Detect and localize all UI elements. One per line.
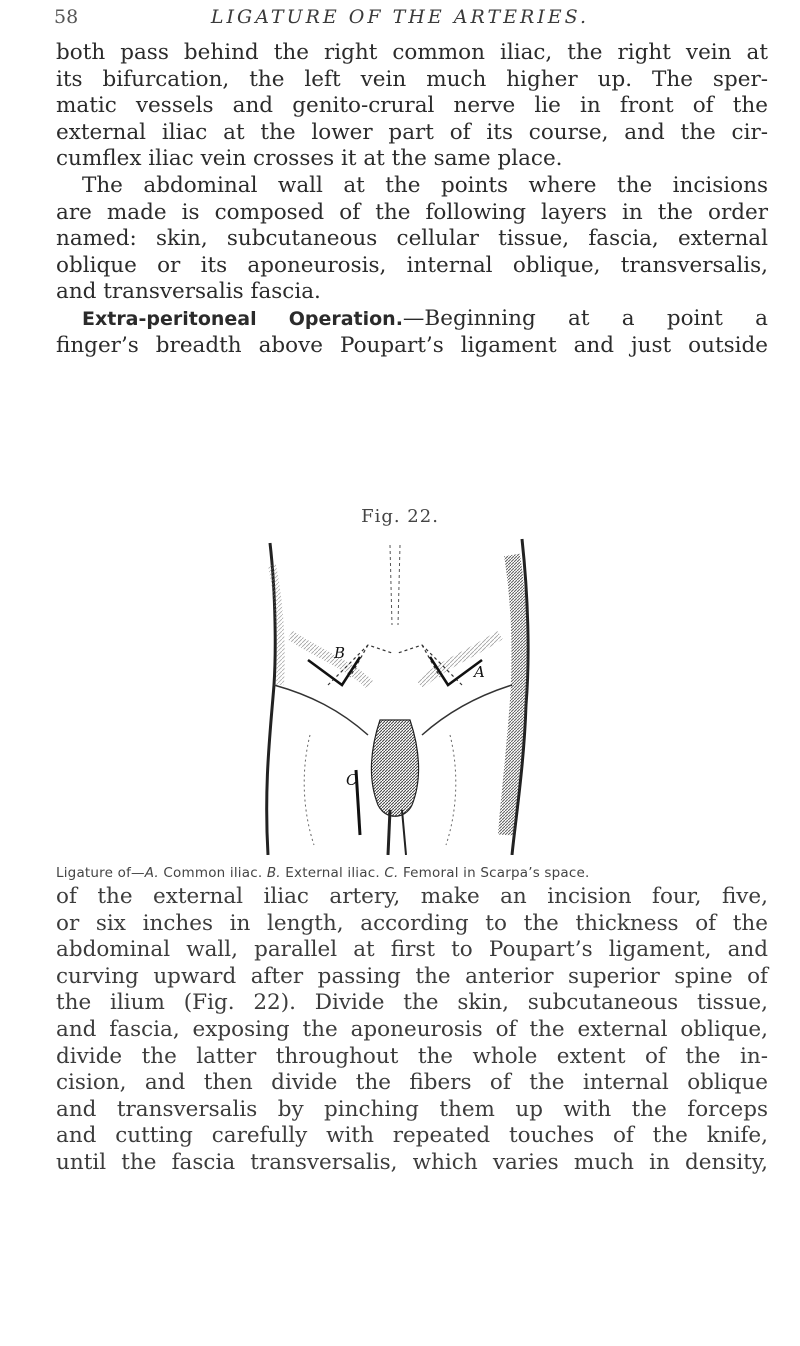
caption-c-text: Femoral in Scarpa’s space.	[398, 865, 590, 881]
text-line: divide the latter throughout the whole extent of the in-	[56, 1043, 768, 1069]
marker-a: A	[474, 663, 485, 681]
text-line: external iliac at the lower part of its course, and the cir-	[56, 119, 768, 145]
text-line: the ilium (Fig. 22). Divide the skin, subcutaneous tissue,	[56, 990, 768, 1016]
paragraph-incision	[56, 884, 768, 1177]
text-line: cision, and then divide the fibers of the internal oblique	[56, 1070, 768, 1096]
text-line: cumflex iliac vein crosses it at the same place.	[56, 146, 563, 172]
paragraph-abdominal-wall	[56, 173, 768, 306]
figure-caption	[56, 865, 768, 881]
caption-prefix: Ligature of—	[56, 865, 145, 881]
page-header	[0, 6, 800, 34]
text-line: and transversalis by pinching them up with the forceps	[56, 1096, 768, 1122]
section-heading-continuation: —Beginning at a point a	[402, 305, 769, 331]
page-number: 58	[54, 6, 79, 28]
text-line: its bifurcation, the left vein much higher up. The sper-	[56, 66, 768, 92]
caption-a-letter: A.	[144, 865, 159, 881]
text-line: and fascia, exposing the aponeurosis of the external oblique,	[56, 1016, 768, 1042]
text-line: named: skin, subcutaneous cellular tissue, fascia, external	[56, 226, 768, 252]
paragraph-operation	[56, 306, 768, 359]
paragraph-vessels	[56, 40, 768, 173]
caption-a-text: Common iliac.	[158, 865, 267, 881]
caption-b-text: External iliac.	[280, 865, 385, 881]
caption-b-letter: B.	[266, 865, 281, 881]
marker-b: B	[334, 644, 346, 662]
text-line: until the fascia transversalis, which varies much in density,	[56, 1149, 768, 1175]
caption-c-letter: C.	[384, 865, 399, 881]
marker-c: C	[346, 771, 358, 789]
body-text-top	[56, 40, 768, 359]
body-text-bottom	[56, 884, 768, 1177]
section-heading: Extra-peritoneal Operation.	[82, 307, 403, 330]
text-line	[56, 306, 768, 333]
text-line: and cutting carefully with repeated touches of the knife,	[56, 1123, 768, 1149]
text-line: curving upward after passing the anterior superior spine of	[56, 963, 768, 989]
text-line: oblique or its aponeurosis, internal oblique, transversalis,	[56, 252, 768, 278]
text-line: or six inches in length, according to the thickness of the	[56, 910, 768, 936]
figure-illustration	[250, 535, 560, 855]
text-line: matic vessels and genito-crural nerve lie in front of the	[56, 93, 768, 119]
text-line: The abdominal wall at the points where the incisions	[82, 172, 768, 198]
text-line: finger’s breadth above Poupart’s ligament and just outside	[56, 332, 768, 358]
figure-label: Fig. 22.	[361, 506, 439, 527]
text-line: and transversalis fascia.	[56, 279, 321, 305]
running-title: LIGATURE OF THE ARTERIES.	[210, 6, 590, 28]
abdomen-incision-drawing	[250, 535, 560, 855]
text-line: of the external iliac artery, make an incision four, five,	[56, 884, 768, 909]
text-line: both pass behind the right common iliac, the right vein at	[56, 40, 768, 65]
text-line: abdominal wall, parallel at first to Poupart’s ligament, and	[56, 937, 768, 963]
text-line: are made is composed of the following layers in the order	[56, 199, 768, 225]
